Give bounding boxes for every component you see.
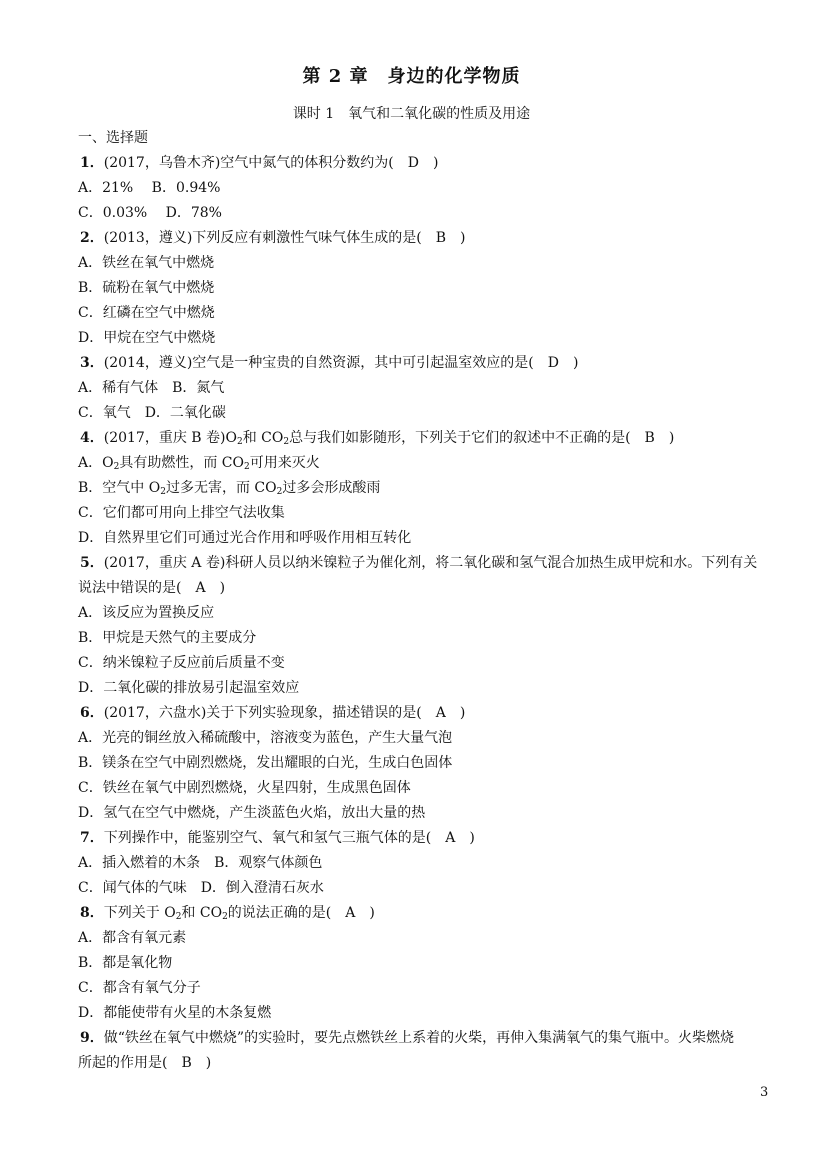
question-5-stem: 5．(2017，重庆 A 卷)科研人员以纳米镍粒子为催化剂，将二氧化碳和氢气混合加热生成甲烷和水。下列有关 bbox=[80, 555, 758, 571]
question-2-option-a: A．铁丝在氧气中燃烧 bbox=[78, 255, 215, 271]
question-9-stem: 9．做“铁丝在氧气中燃烧”的实验时，要先点燃铁丝上系着的火柴，再伸入集满氧气的集气瓶中。火柴燃烧 bbox=[80, 1030, 735, 1046]
question-4-stem: 4．(2017，重庆 B 卷)$O_2$和 $CO_2$总与我们如影随形，下列关于它们的叙述中不正确的是( B ) bbox=[80, 430, 675, 447]
question-5-option-c: C．纳米镍粒子反应前后质量不变 bbox=[78, 655, 285, 671]
question-7-stem: 7．下列操作中，能鉴别空气、氧气和氢气三瓶气体的是( A ) bbox=[80, 830, 475, 846]
page-number: 3 bbox=[760, 1085, 769, 1100]
question-2-option-c: C．红磷在空气中燃烧 bbox=[78, 305, 215, 321]
question-2-stem: 2．(2013，遵义)下列反应有刺激性气味气体生成的是( B ) bbox=[80, 230, 466, 246]
question-1-options-cd: C．0.03% D．78% bbox=[78, 205, 222, 221]
question-6-option-a: A．光亮的铜丝放入稀硫酸中，溶液变为蓝色，产生大量气泡 bbox=[78, 730, 453, 746]
question-5-option-d: D．二氧化碳的排放易引起温室效应 bbox=[78, 680, 300, 696]
question-7-options-cd: C．闻气体的气味 D．倒入澄清石灰水 bbox=[78, 880, 324, 896]
question-8-stem: 8．下列关于 $O_2$和 $CO_2$的说法正确的是( A ) bbox=[80, 905, 375, 922]
question-1-stem: 1．(2017，乌鲁木齐)空气中氮气的体积分数约为( D ) bbox=[80, 155, 439, 171]
question-9-stem-continued: 所起的作用是( B ) bbox=[78, 1055, 212, 1071]
question-2-option-d: D．甲烷在空气中燃烧 bbox=[78, 330, 216, 346]
question-8-option-c: C．都含有氧气分子 bbox=[78, 980, 201, 996]
question-8-option-d: D．都能使带有火星的木条复燃 bbox=[78, 1005, 272, 1021]
question-4-option-c: C．它们都可用向上排空气法收集 bbox=[78, 505, 285, 521]
question-2-option-b: B．硫粉在氧气中燃烧 bbox=[78, 280, 215, 296]
lesson-title: 课时 1 氧气和二氧化碳的性质及用途 bbox=[292, 106, 531, 122]
question-4-option-b: B．空气中 $O_2$过多无害，而 $CO_2$过多会形成酸雨 bbox=[78, 480, 381, 497]
question-4-option-d: D．自然界里它们可通过光合作用和呼吸作用相互转化 bbox=[78, 530, 412, 546]
question-1-options-ab: A．21% B．0.94% bbox=[78, 180, 221, 196]
question-8-option-a: A．都含有氧元素 bbox=[78, 930, 187, 946]
question-5-stem-continued: 说法中错误的是( A ) bbox=[78, 580, 226, 596]
section-title: 一、选择题 bbox=[78, 130, 148, 146]
question-3-options-cd: C．氧气 D．二氧化碳 bbox=[78, 405, 226, 421]
question-6-option-b: B．镁条在空气中剧烈燃烧，发出耀眼的白光，生成白色固体 bbox=[78, 755, 453, 771]
question-5-option-b: B．甲烷是天然气的主要成分 bbox=[78, 630, 257, 646]
question-7-options-ab: A．插入燃着的木条 B．观察气体颜色 bbox=[78, 855, 323, 871]
question-4-option-a: A．$O_2$具有助燃性，而 $CO_2$可用来灭火 bbox=[78, 455, 320, 472]
question-8-option-b: B．都是氧化物 bbox=[78, 955, 173, 971]
question-6-stem: 6．(2017，六盘水)关于下列实验现象，描述错误的是( A ) bbox=[80, 705, 466, 721]
question-6-option-c: C．铁丝在氧气中剧烈燃烧，火星四射，生成黑色固体 bbox=[78, 780, 411, 796]
question-3-stem: 3．(2014，遵义)空气是一种宝贵的自然资源，其中可引起温室效应的是( D ) bbox=[80, 355, 579, 371]
question-6-option-d: D．氢气在空气中燃烧，产生淡蓝色火焰，放出大量的热 bbox=[78, 805, 426, 821]
chapter-title: 第 2 章 身边的化学物质 bbox=[302, 66, 521, 87]
question-5-option-a: A．该反应为置换反应 bbox=[78, 605, 215, 621]
question-3-options-ab: A．稀有气体 B．氮气 bbox=[78, 380, 225, 396]
